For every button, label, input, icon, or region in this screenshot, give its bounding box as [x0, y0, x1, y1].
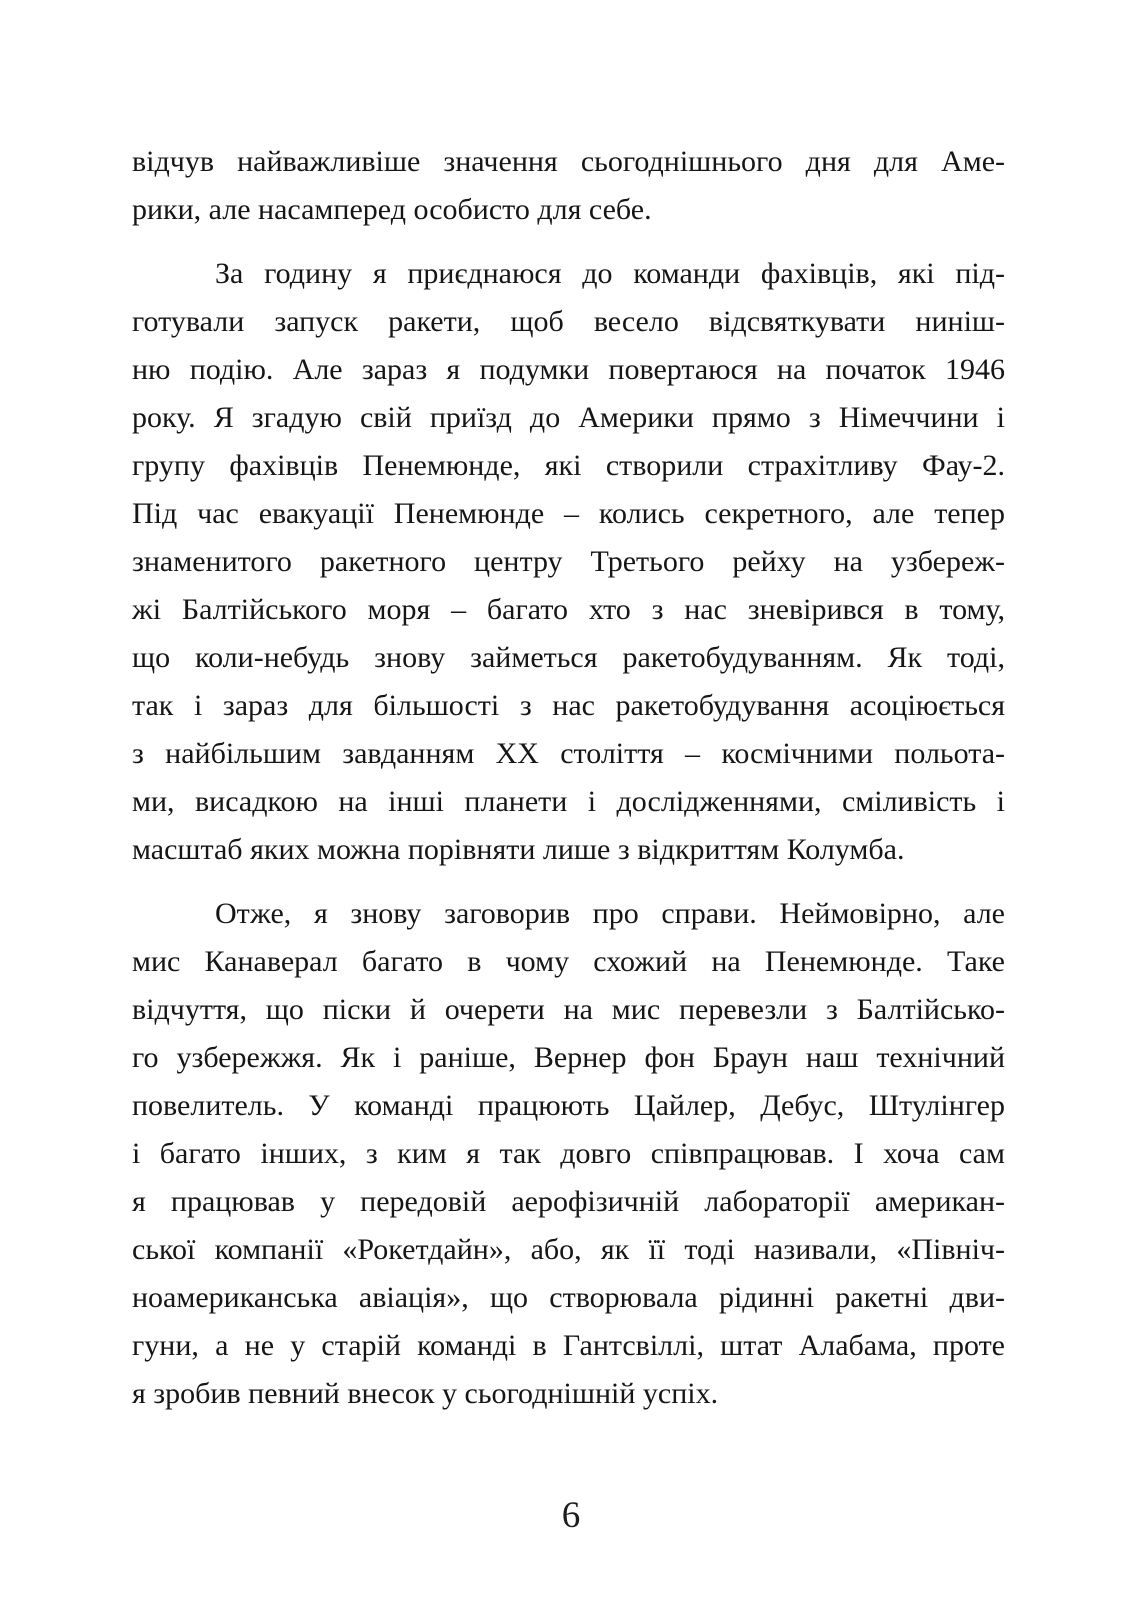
text-line: ню подію. Але зараз я подумки повертаюся на початок 1946	[132, 353, 1005, 386]
text-line: Під час евакуації Пенемюнде – колись секретного, але тепер	[132, 497, 1005, 530]
text-line: групу фахівців Пенемюнде, які створили страхітливу Фау-2.	[132, 449, 1005, 482]
paragraph	[132, 890, 1005, 1418]
text-line: повелитель. У команді працюють Цайлер, Дебус, Штулінгер	[132, 1089, 1005, 1122]
paragraph	[132, 138, 1005, 234]
text-line: го узбережжя. Як і раніше, Вернер фон Браун наш технічний	[132, 1041, 1005, 1074]
text-line: я працював у передовій аерофізичній лабораторії американ-	[132, 1185, 1005, 1218]
text-line: Отже, я знову заговорив про справи. Неймовірно, але	[215, 897, 1005, 930]
text-line: з найбільшим завданням ХХ століття – космічними польота-	[132, 737, 1005, 770]
text-line: року. Я згадую свій приїзд до Америки прямо з Німеччини і	[132, 401, 1005, 434]
text-line: рики, але насамперед особисто для себе.	[132, 193, 652, 226]
text-line: так і зараз для більшості з нас ракетобудування асоціюється	[132, 689, 1005, 722]
text-line: масштаб яких можна порівняти лише з відкриттям Колумба.	[132, 833, 905, 866]
text-line: відчув найважливіше значення сьогоднішнього дня для Аме-	[132, 145, 1005, 178]
text-line: ми, висадкою на інші планети і дослідженнями, сміливість і	[132, 785, 1005, 818]
page-text	[132, 138, 1005, 1434]
text-line: гуни, а не у старій команді в Гантсвіллі, штат Алабама, проте	[132, 1329, 1005, 1362]
text-line: мис Канаверал багато в чому схожий на Пенемюнде. Таке	[132, 945, 1005, 978]
text-line: жі Балтійського моря – багато хто з нас зневірився в тому,	[132, 593, 1005, 626]
text-line: і багато інших, з ким я так довго співпрацював. І хоча сам	[132, 1137, 1005, 1170]
page-number: 6	[561, 1495, 581, 1536]
paragraph	[132, 250, 1005, 874]
text-line: ноамериканська авіація», що створювала рідинні ракетні дви-	[132, 1281, 1005, 1314]
text-line: я зробив певний внесок у сьогоднішній успіх.	[132, 1377, 719, 1410]
text-line: відчуття, що піски й очерети на мис перевезли з Балтійсько-	[132, 993, 1005, 1026]
text-line: знаменитого ракетного центру Третього рейху на узбереж-	[132, 545, 1005, 578]
text-line: готували запуск ракети, щоб весело відсвяткувати ниніш-	[132, 305, 1005, 338]
text-line: що коли-небудь знову займеться ракетобудуванням. Як тоді,	[132, 641, 1005, 674]
text-line: За годину я приєднаюся до команди фахівців, які під-	[215, 257, 1005, 290]
text-line: ської компанії «Рокетдайн», або, як її тоді називали, «Північ-	[132, 1233, 1005, 1266]
